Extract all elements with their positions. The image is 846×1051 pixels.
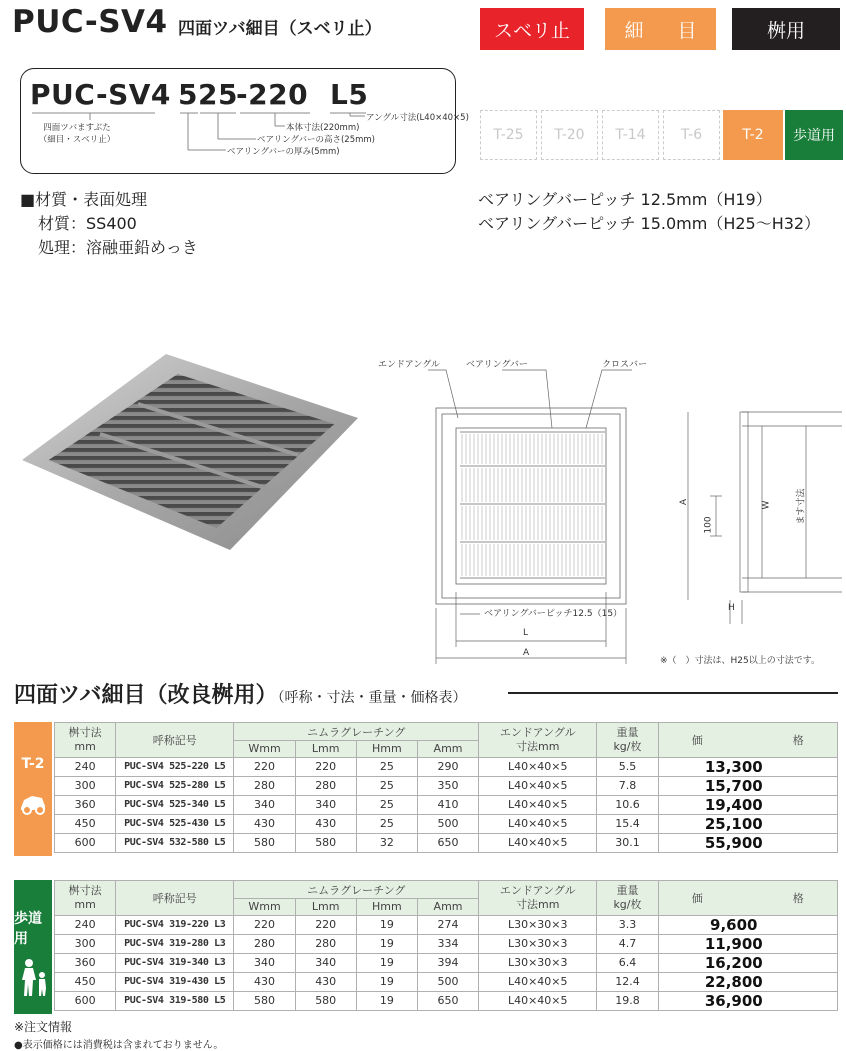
- cell-product-code: PUC-SV4 525-220 L5: [116, 757, 234, 776]
- table-row: [55, 776, 838, 795]
- cell-masu-size: 600: [55, 833, 116, 852]
- cell-price: 9,600: [658, 915, 837, 934]
- cell-a-mm: 410: [417, 795, 478, 814]
- product-subtitle: 四面ツバ細目（スベリ止）: [178, 19, 382, 39]
- cell-w-mm: 340: [234, 795, 295, 814]
- code-note-angle: アングル寸法(L40×40×5): [366, 113, 469, 123]
- cell-price: 13,300: [658, 757, 837, 776]
- cell-weight: 30.1: [597, 833, 658, 852]
- footer-tax-note: ●表示価格には消費税は含まれておりません。: [14, 1040, 224, 1051]
- code-series: PUC-SV4: [30, 78, 171, 111]
- cell-product-code: PUC-SV4 525-280 L5: [116, 776, 234, 795]
- diagram-100-label: 100: [703, 516, 714, 534]
- cell-h-mm: 32: [356, 833, 417, 852]
- cell-masu-size: 240: [55, 915, 116, 934]
- load-class-sidewalk: 歩道用: [785, 110, 843, 160]
- cell-w-mm: 280: [234, 934, 295, 953]
- cell-h-mm: 25: [356, 795, 417, 814]
- footer-order-info: ※注文情報: [14, 1020, 73, 1034]
- cell-w-mm: 430: [234, 972, 295, 991]
- code-series-desc: 四面ツバますぶた （細目・スベリ止）: [38, 123, 116, 145]
- pitch-line-1: ベアリングバーピッチ 12.5mm（H19）: [478, 190, 772, 209]
- cell-masu-size: 450: [55, 814, 116, 833]
- cell-a-mm: 290: [417, 757, 478, 776]
- cell-end-angle: L30×30×3: [479, 934, 597, 953]
- cell-masu-size: 600: [55, 991, 116, 1010]
- cell-h-mm: 19: [356, 934, 417, 953]
- cell-l-mm: 220: [295, 757, 356, 776]
- code-thickness: 5: [178, 78, 198, 111]
- cell-masu-size: 300: [55, 934, 116, 953]
- diagram-A-side-label: A: [679, 498, 690, 506]
- cell-a-mm: 274: [417, 915, 478, 934]
- diagram-note: ※（ ）寸法は、H25以上の寸法です。: [660, 656, 821, 666]
- diagram-H-label: H: [728, 603, 735, 613]
- code-note-size: 本体寸法(220mm): [286, 123, 360, 133]
- cell-product-code: PUC-SV4 525-430 L5: [116, 814, 234, 833]
- table-row: [55, 991, 838, 1010]
- cell-end-angle: L40×40×5: [479, 757, 597, 776]
- cell-h-mm: 19: [356, 972, 417, 991]
- cell-w-mm: 580: [234, 991, 295, 1010]
- material-line: 材質：SS400: [38, 214, 137, 233]
- cell-l-mm: 340: [295, 795, 356, 814]
- section-title: 四面ツバ細目（改良桝用）（呼称・寸法・重量・価格表）: [14, 683, 467, 708]
- cell-price: 15,700: [658, 776, 837, 795]
- cell-end-angle: L40×40×5: [479, 991, 597, 1010]
- finish-line: 処理：溶融亜鉛めっき: [38, 238, 198, 257]
- cell-price: 22,800: [658, 972, 837, 991]
- cell-weight: 10.6: [597, 795, 658, 814]
- diagram-end-angle-label: エンドアングル: [378, 360, 440, 370]
- cell-l-mm: 580: [295, 833, 356, 852]
- cell-masu-size: 240: [55, 757, 116, 776]
- table-row: [55, 915, 838, 934]
- cell-l-mm: 580: [295, 991, 356, 1010]
- cell-h-mm: 25: [356, 757, 417, 776]
- table-row: [55, 814, 838, 833]
- cell-weight: 4.7: [597, 934, 658, 953]
- cell-a-mm: 334: [417, 934, 478, 953]
- cell-masu-size: 360: [55, 795, 116, 814]
- cell-weight: 7.8: [597, 776, 658, 795]
- product-photo: [20, 352, 360, 552]
- code-height: 25: [198, 78, 238, 111]
- cell-l-mm: 430: [295, 814, 356, 833]
- cell-weight: 12.4: [597, 972, 658, 991]
- cell-h-mm: 25: [356, 776, 417, 795]
- code-angle: L5: [330, 78, 369, 111]
- tag-fine-mesh: 細 目: [605, 8, 716, 50]
- material-heading: ■材質・表面処理: [20, 190, 148, 209]
- cell-product-code: PUC-SV4 525-340 L5: [116, 795, 234, 814]
- cell-price: 36,900: [658, 991, 837, 1010]
- cell-a-mm: 500: [417, 814, 478, 833]
- cell-price: 55,900: [658, 833, 837, 852]
- cell-a-mm: 650: [417, 991, 478, 1010]
- table-row: [55, 953, 838, 972]
- cell-weight: 19.8: [597, 991, 658, 1010]
- diagram-masu-label: ます寸法: [796, 488, 807, 525]
- cell-a-mm: 500: [417, 972, 478, 991]
- cell-price: 16,200: [658, 953, 837, 972]
- load-class-t25: T-25: [480, 110, 537, 160]
- badge-sidewalk: [14, 880, 52, 1014]
- cell-end-angle: L40×40×5: [479, 776, 597, 795]
- cell-end-angle: L30×30×3: [479, 915, 597, 934]
- cell-product-code: PUC-SV4 319-430 L5: [116, 972, 234, 991]
- cell-h-mm: 19: [356, 991, 417, 1010]
- cell-weight: 15.4: [597, 814, 658, 833]
- load-class-t6: T-6: [663, 110, 720, 160]
- cell-a-mm: 350: [417, 776, 478, 795]
- cell-a-mm: 394: [417, 953, 478, 972]
- product-model-title: PUC-SV4: [12, 4, 168, 40]
- cell-w-mm: 340: [234, 953, 295, 972]
- car-icon: [18, 790, 48, 816]
- diagram-bearing-label: ベアリングバー: [466, 360, 528, 370]
- cell-end-angle: L40×40×5: [479, 814, 597, 833]
- badge-t2-label: T-2: [21, 756, 45, 772]
- load-class-t14: T-14: [602, 110, 659, 160]
- cell-end-angle: L40×40×5: [479, 795, 597, 814]
- cell-l-mm: 280: [295, 776, 356, 795]
- cell-w-mm: 280: [234, 776, 295, 795]
- pitch-line-2: ベアリングバーピッチ 15.0mm（H25〜H32）: [478, 214, 821, 233]
- table-row: [55, 934, 838, 953]
- table-row: [55, 757, 838, 776]
- table-t2: 桝寸法 mm 呼称記号 ニムラグレーチング エンドアングル 寸法mm 重量 kg/枚 価 格 Wmm Lmm Hmm Amm 240 PUC-SV4 525-220 L5 220 220 25 290 L40×40×5 5.5 13,300 300 PUC-SV4 525-280 L5 280 280 25 350 L40×40×5 7.8 15,700 360 PUC-SV4 525-340 L5 340 340 25 410 L40×40×5 10.6 19,400 450 PUC-SV4 525-430 L5 430 430 25 500 L40×40×5 15.4 25,100 600 PUC-SV4 532-580 L5 580 580 32 650 L40×40×5 30.1 55,900: [54, 722, 838, 853]
- cell-masu-size: 300: [55, 776, 116, 795]
- cell-masu-size: 360: [55, 953, 116, 972]
- code-note-height: ベアリングバーの高さ(25mm): [257, 135, 375, 145]
- cell-w-mm: 220: [234, 757, 295, 776]
- table-row: [55, 833, 838, 852]
- diagram-cross-label: クロスバー: [602, 360, 648, 370]
- table-row: [55, 795, 838, 814]
- cell-end-angle: L40×40×5: [479, 833, 597, 852]
- cell-price: 19,400: [658, 795, 837, 814]
- cell-l-mm: 430: [295, 972, 356, 991]
- tag-catch-basin: 桝用: [732, 8, 840, 50]
- diagram-L-label: L: [523, 628, 529, 638]
- cell-end-angle: L30×30×3: [479, 953, 597, 972]
- cell-product-code: PUC-SV4 319-220 L3: [116, 915, 234, 934]
- section-rule: [508, 692, 838, 694]
- table-row: [55, 972, 838, 991]
- cell-price: 11,900: [658, 934, 837, 953]
- cell-h-mm: 25: [356, 814, 417, 833]
- cell-a-mm: 650: [417, 833, 478, 852]
- cell-w-mm: 430: [234, 814, 295, 833]
- tag-anti-slip: スベリ止: [480, 8, 584, 50]
- cell-weight: 3.3: [597, 915, 658, 934]
- cell-w-mm: 580: [234, 833, 295, 852]
- badge-sidewalk-label: 歩道用: [14, 911, 42, 947]
- cell-product-code: PUC-SV4 319-340 L3: [116, 953, 234, 972]
- technical-drawing: [370, 352, 846, 672]
- cell-h-mm: 19: [356, 915, 417, 934]
- cell-w-mm: 220: [234, 915, 295, 934]
- load-class-t20: T-20: [541, 110, 598, 160]
- cell-l-mm: 280: [295, 934, 356, 953]
- cell-l-mm: 220: [295, 915, 356, 934]
- diagram-A-label: A: [523, 648, 530, 658]
- cell-price: 25,100: [658, 814, 837, 833]
- load-class-t2: T-2: [723, 110, 783, 160]
- badge-t2: [14, 722, 52, 856]
- cell-weight: 6.4: [597, 953, 658, 972]
- cell-weight: 5.5: [597, 757, 658, 776]
- table-sidewalk: 桝寸法 mm 呼称記号 ニムラグレーチング エンドアングル 寸法mm 重量 kg/枚 価 格 Wmm Lmm Hmm Amm 240 PUC-SV4 319-220 L3 220 220 19 274 L30×30×3 3.3 9,600 300 PUC-SV4 319-280 L3 280 280 19 334 L30×30×3 4.7 11,900 360 PUC-SV4 319-340 L3 340 340 19 394 L30×30×3 6.4 16,200 450 PUC-SV4 319-430 L5 430 430 19 500 L40×40×5 12.4 22,800 600 PUC-SV4 319-580 L5 580 580 19 650 L40×40×5 19.8 36,900: [54, 880, 838, 1011]
- code-note-thickness: ベアリングバーの厚み(5mm): [227, 147, 340, 157]
- diagram-W-label: W: [761, 500, 772, 510]
- cell-product-code: PUC-SV4 319-580 L5: [116, 991, 234, 1010]
- cell-product-code: PUC-SV4 319-280 L3: [116, 934, 234, 953]
- cell-l-mm: 340: [295, 953, 356, 972]
- cell-masu-size: 450: [55, 972, 116, 991]
- diagram-pitch-label: ベアリングバーピッチ12.5（15）: [484, 609, 623, 619]
- cell-end-angle: L40×40×5: [479, 972, 597, 991]
- pedestrian-icon: [18, 958, 48, 998]
- cell-h-mm: 19: [356, 953, 417, 972]
- cell-product-code: PUC-SV4 532-580 L5: [116, 833, 234, 852]
- code-size: -220: [236, 78, 309, 111]
